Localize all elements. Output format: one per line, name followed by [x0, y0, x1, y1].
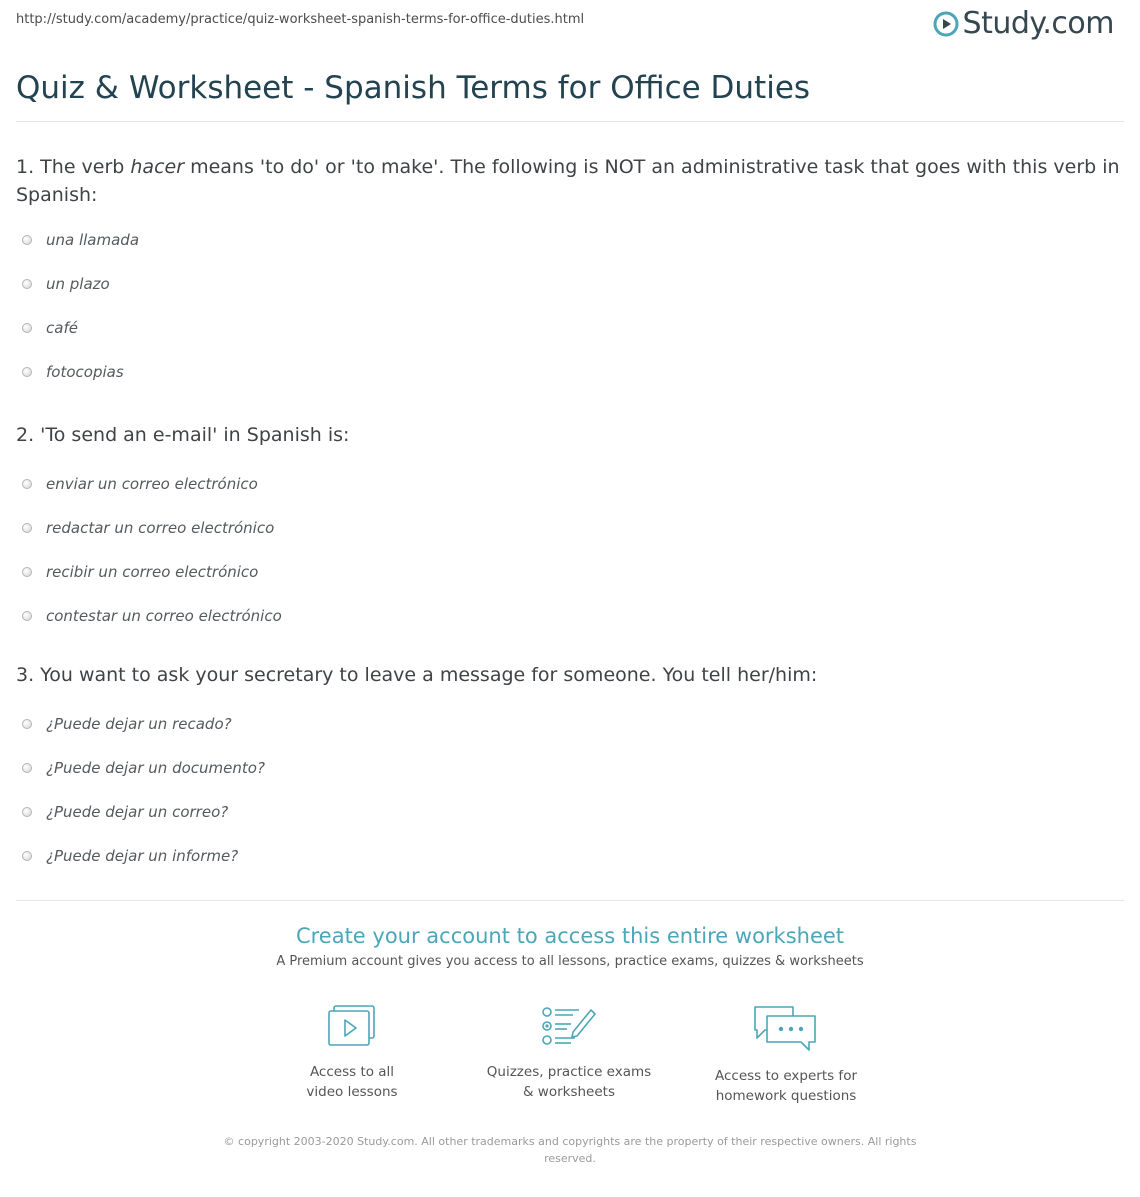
copyright-notice: © copyright 2003-2020 Study.com. All other trademarks and copyrights are the property of their respective owners. All rights reserved. [223, 1135, 917, 1165]
feature-label: Quizzes, practice exams & worksheets [486, 1064, 652, 1100]
answer-option[interactable] [16, 350, 1126, 394]
answer-option[interactable] [16, 218, 1126, 262]
quiz-checklist-icon [541, 1004, 597, 1050]
divider [16, 900, 1124, 901]
radio-button[interactable] [22, 851, 32, 861]
answer-option[interactable] [16, 262, 1126, 306]
option-label: redactar un correo electrónico [46, 519, 275, 537]
question-text: 1. The verb hacer means 'to do' or 'to make'. The following is NOT an administrative task that goes with this verb in Spanish: [16, 156, 1120, 206]
feature-experts [686, 1004, 886, 1106]
radio-button[interactable] [22, 235, 32, 245]
radio-button[interactable] [22, 367, 32, 377]
option-label: ¿Puede dejar un recado? [46, 715, 232, 733]
question-text: 3. You want to ask your secretary to leave a message for someone. You tell her/him: [16, 664, 818, 686]
promo-subtitle: A Premium account gives you access to all lessons, practice exams, quizzes & worksheets [276, 954, 864, 969]
logo-text: Study.com [962, 6, 1114, 41]
option-label: recibir un correo electrónico [46, 563, 259, 581]
radio-button[interactable] [22, 807, 32, 817]
radio-button[interactable] [22, 763, 32, 773]
study-logo[interactable] [933, 6, 1114, 41]
feature-quizzes [469, 1004, 669, 1102]
feature-label: Access to all video lessons [306, 1064, 398, 1100]
options-list [16, 218, 1126, 394]
feature-label: Access to experts for homework questions [714, 1068, 857, 1104]
options-list [16, 462, 1126, 638]
radio-button[interactable] [22, 279, 32, 289]
option-label: ¿Puede dejar un documento? [46, 759, 265, 777]
radio-button[interactable] [22, 479, 32, 489]
radio-button[interactable] [22, 719, 32, 729]
play-circle-icon [933, 11, 959, 37]
answer-option[interactable] [16, 790, 1126, 834]
radio-button[interactable] [22, 523, 32, 533]
create-account-link[interactable]: Create your account to access this entire worksheet [295, 924, 845, 948]
answer-option[interactable] [16, 306, 1126, 350]
answer-option[interactable] [16, 506, 1126, 550]
option-label: café [46, 319, 78, 337]
option-label: ¿Puede dejar un informe? [46, 847, 239, 865]
option-label: contestar un correo electrónico [46, 607, 282, 625]
question-text: 2. 'To send an e-mail' in Spanish is: [16, 424, 350, 446]
question-3 [16, 661, 1126, 878]
answer-option[interactable] [16, 702, 1126, 746]
option-label: un plazo [46, 275, 110, 293]
answer-option[interactable] [16, 746, 1126, 790]
question-2 [16, 421, 1126, 638]
answer-option[interactable] [16, 594, 1126, 638]
divider [16, 121, 1124, 122]
question-1 [16, 153, 1126, 394]
option-label: ¿Puede dejar un correo? [46, 803, 229, 821]
radio-button[interactable] [22, 611, 32, 621]
option-label: una llamada [46, 231, 140, 249]
answer-option[interactable] [16, 462, 1126, 506]
answer-option[interactable] [16, 834, 1126, 878]
page-url: http://study.com/academy/practice/quiz-worksheet-spanish-terms-for-office-duties.html [16, 12, 585, 27]
chat-bubbles-icon [753, 1004, 819, 1054]
emphasized-term: hacer [130, 156, 185, 178]
options-list [16, 702, 1126, 878]
option-label: enviar un correo electrónico [46, 475, 258, 493]
page-title: Quiz & Worksheet - Spanish Terms for Office Duties [16, 70, 811, 106]
video-lessons-icon [326, 1004, 378, 1050]
radio-button[interactable] [22, 323, 32, 333]
answer-option[interactable] [16, 550, 1126, 594]
radio-button[interactable] [22, 567, 32, 577]
option-label: fotocopias [46, 363, 124, 381]
feature-video-lessons [252, 1004, 452, 1102]
